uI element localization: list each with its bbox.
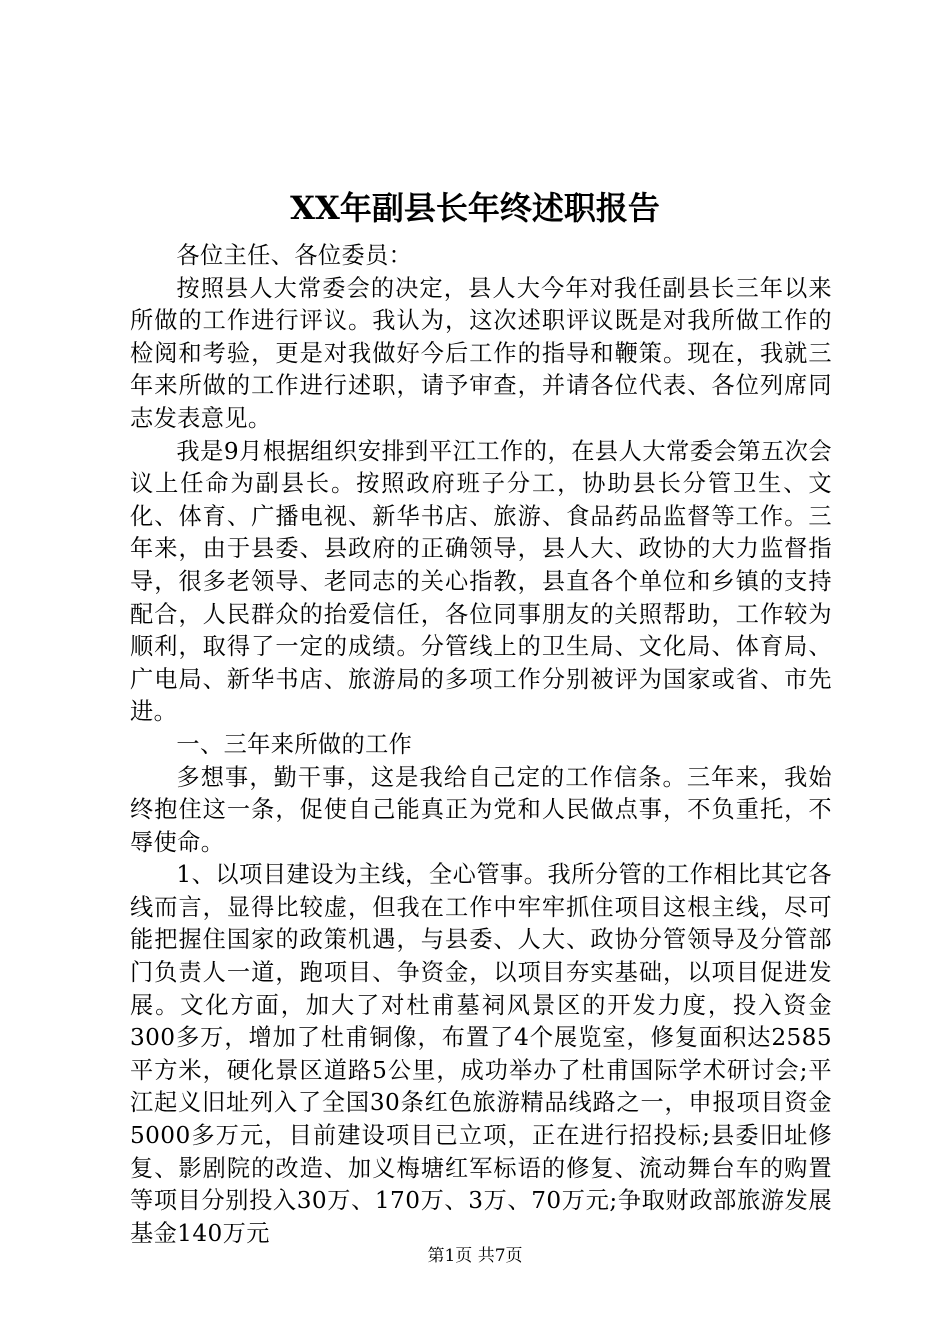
page-number-footer: 第1页 共7页	[427, 1246, 523, 1266]
document-body	[130, 240, 832, 1250]
salutation-paragraph: 各位主任、各位委员：	[176, 242, 413, 269]
body-paragraph: 1、以项目建设为主线，全心管事。我所分管的工作相比其它各线而言，显得比较虚，但我在工作中牢牢抓住项目这根主线，尽可能把握住国家的政策机遇，与县委、人大、政协分管领导及分管部门负责人一道，跑项目、争资金，以项目夯实基础，以项目促进发展。文化方面，加大了对杜甫墓祠风景区的开发力度，投入资金300多万，增加了杜甫铜像，布置了4个展览室，修复面积达2585平方米，硬化景区道路5公里，成功举办了杜甫国际学术研讨会;平江起义旧址列入了全国30条红色旅游精品线路之一，申报项目资金5000多万元，目前建设项目已立项，正在进行招投标;县委旧址修复、影剧院的改造、加义梅塘红军标语的修复、流动舞台车的购置等项目分别投入30万、170万、3万、70万元;争取财政部旅游发展基金140万元	[130, 861, 832, 1247]
document-title: XX年副县长年终述职报告	[290, 189, 660, 227]
body-paragraph: 多想事，勤干事，这是我给自己定的工作信条。三年来，我始终抱住这一条，促使自己能真正为党和人民做点事，不负重托，不辱使命。	[130, 763, 832, 856]
body-paragraph: 我是9月根据组织安排到平江工作的，在县人大常委会第五次会议上任命为副县长。按照政府班子分工，协助县长分管卫生、文化、体育、广播电视、新华书店、旅游、食品药品监督等工作。三年来，由于县委、县政府的正确领导，县人大、政协的大力监督指导，很多老领导、老同志的关心指教，县直各个单位和乡镇的支持配合，人民群众的抬爱信任，各位同事朋友的关照帮助，工作较为顺利，取得了一定的成绩。分管线上的卫生局、文化局、体育局、广电局、新华书店、旅游局的多项工作分别被评为国家或省、市先进。	[130, 437, 832, 726]
section-heading: 一、三年来所做的工作	[176, 730, 413, 758]
body-paragraph: 按照县人大常委会的决定，县人大今年对我任副县长三年以来所做的工作进行评议。我认为，这次述职评议既是对我所做工作的检阅和考验，更是对我做好今后工作的指导和鞭策。现在，我就三年来所做的工作进行述职，请予审查，并请各位代表、各位列席同志发表意见。	[130, 274, 832, 432]
